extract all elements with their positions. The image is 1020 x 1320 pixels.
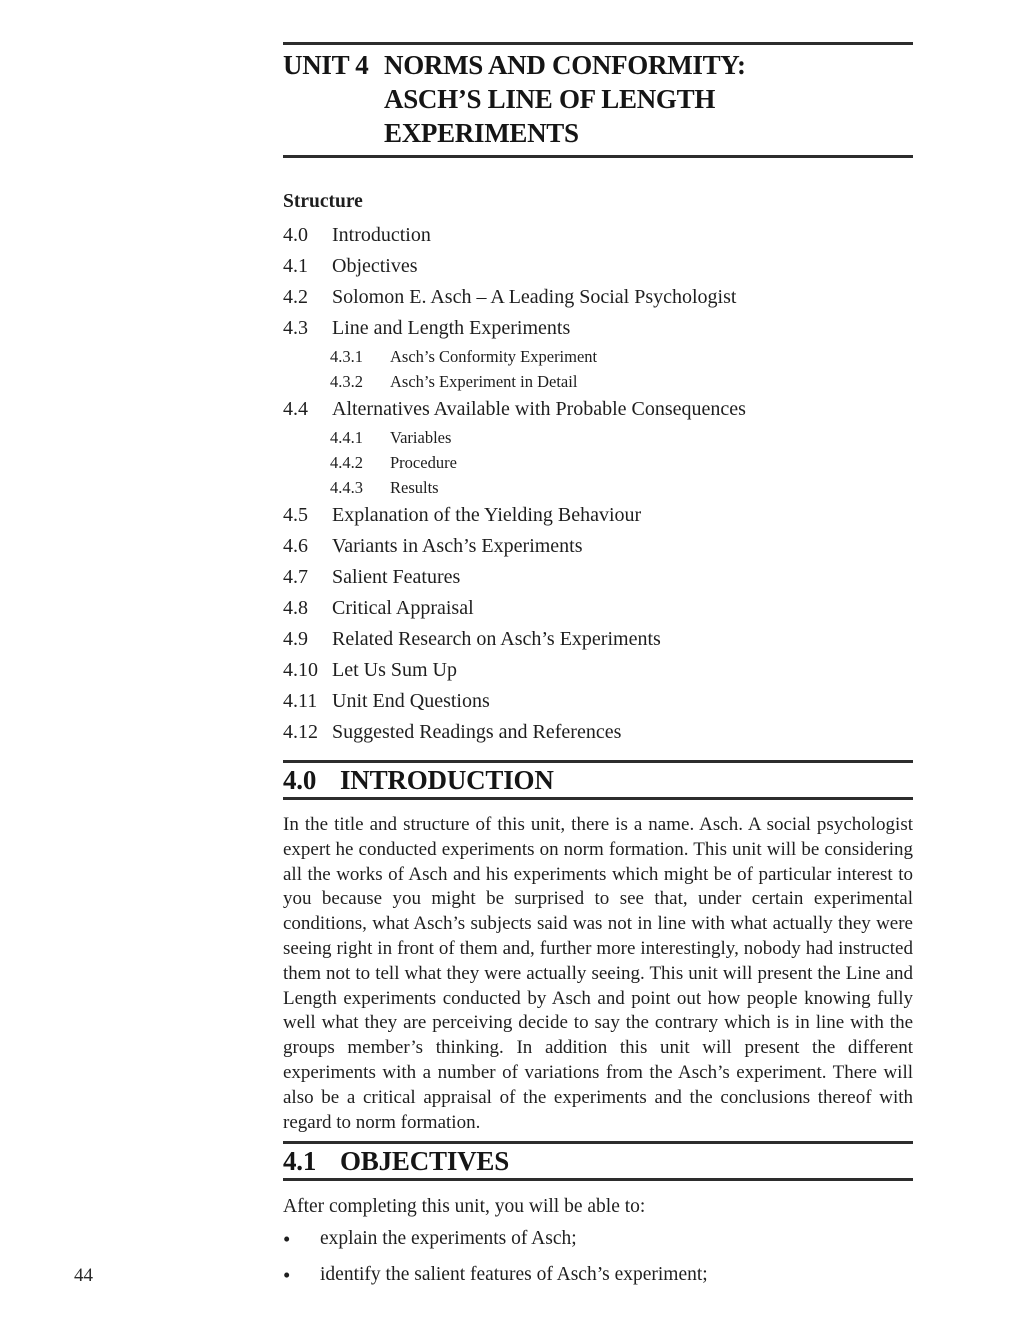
toc-item-number: 4.8 [283, 597, 308, 619]
toc-item-number: 4.1 [283, 255, 308, 277]
toc-item-number: 4.3.2 [330, 372, 363, 391]
toc-item-number: 4.6 [283, 535, 308, 557]
objective-text: explain the experiments of Asch; [320, 1228, 577, 1249]
toc-item-label: Line and Length Experiments [332, 317, 571, 339]
toc-item-label: Introduction [332, 224, 431, 246]
toc-item-4-0 [283, 220, 913, 251]
unit-title-line-3: EXPERIMENTS [384, 118, 579, 148]
section-number: 4.0 [283, 765, 317, 795]
toc-item-number: 4.4.3 [330, 478, 363, 497]
unit-number-label: UNIT 4 [283, 50, 369, 80]
toc-item-label: Suggested Readings and References [332, 721, 622, 743]
toc-item-label: Related Research on Asch’s Experiments [332, 628, 661, 650]
toc-item-label: Let Us Sum Up [332, 659, 457, 681]
structure-heading: Structure [283, 191, 363, 212]
toc-item-4-11 [283, 686, 913, 717]
toc-item-label: Objectives [332, 255, 418, 277]
toc-item-label: Asch’s Experiment in Detail [390, 372, 578, 391]
toc-item-4-4 [283, 394, 913, 425]
objective-item [283, 1227, 913, 1253]
introduction-paragraph: In the title and structure of this unit, there is a name. Asch. A social psychologist expert he conducted experiments on norm formation. This unit will be considering all the works of Asch and his experiments which might be of particular interest to you because you might be surprised to see that, under certain experimental conditions, what Asch’s subjects said was not in line with what actually they were seeing right in front of them and, further more interestingly, nobody had instructed them not to tell what they were actually seeing. This unit will present the Line and Length experiments conducted by Asch and point out how people knowing fully well what they are perceiving decide to say the contrary which is in line with the groups member’s thinking. In addition this unit will present the different experiments with a number of variations from the Asch’s experiment. There will also be a critical appraisal of the experiments and the conclusions thereof with regard to norm formation. [283, 814, 913, 1133]
objective-item [283, 1263, 913, 1289]
toc-item-4-1 [283, 251, 913, 282]
toc-item-4-3-2 [330, 369, 913, 394]
unit-title [384, 48, 913, 150]
toc-item-number: 4.3.1 [330, 347, 363, 366]
toc-item-4-5 [283, 500, 913, 531]
toc-item-4-9 [283, 624, 913, 655]
toc-item-label: Unit End Questions [332, 690, 490, 712]
toc-item-number: 4.7 [283, 566, 308, 588]
bullet-icon [283, 1263, 320, 1289]
toc-item-number: 4.10 [283, 659, 318, 681]
toc-item-number: 4.4.2 [330, 453, 363, 472]
toc-item-number: 4.12 [283, 721, 318, 743]
toc-item-4-4-3 [330, 475, 913, 500]
toc-item-label: Solomon E. Asch – A Leading Social Psychologist [332, 286, 737, 308]
section-heading-introduction [283, 760, 913, 800]
toc-item-4-4-2 [330, 450, 913, 475]
toc-item-4-3-1 [330, 344, 913, 369]
toc-item-4-8 [283, 593, 913, 624]
toc-item-number: 4.3 [283, 317, 308, 339]
toc-item-number: 4.2 [283, 286, 308, 308]
section-heading-text: OBJECTIVES [340, 1146, 510, 1176]
toc-item-label: Variables [390, 428, 452, 447]
toc-item-label: Procedure [390, 453, 457, 472]
toc-item-label: Alternatives Available with Probable Consequences [332, 398, 746, 420]
objectives-list [283, 1227, 913, 1289]
toc-item-4-10 [283, 655, 913, 686]
page-number: 44 [74, 1265, 93, 1286]
toc-item-number: 4.4.1 [330, 428, 363, 447]
toc-item-number: 4.0 [283, 224, 308, 246]
toc-item-4-4-1 [330, 425, 913, 450]
structure-list [283, 220, 913, 748]
toc-item-number: 4.4 [283, 398, 308, 420]
section-heading-objectives [283, 1141, 913, 1181]
toc-item-label: Critical Appraisal [332, 597, 474, 619]
toc-item-number: 4.9 [283, 628, 308, 650]
toc-item-label: Asch’s Conformity Experiment [390, 347, 598, 366]
toc-item-4-7 [283, 562, 913, 593]
bullet-icon [283, 1227, 320, 1253]
toc-item-4-12 [283, 717, 913, 748]
toc-item-label: Variants in Asch’s Experiments [332, 535, 583, 557]
toc-item-4-6 [283, 531, 913, 562]
unit-title-line-1: NORMS AND CONFORMITY: [384, 50, 746, 80]
toc-item-number: 4.11 [283, 690, 318, 712]
toc-item-label: Explanation of the Yielding Behaviour [332, 504, 642, 526]
toc-item-label: Results [390, 478, 439, 497]
section-heading-text: INTRODUCTION [340, 765, 554, 795]
objective-text: identify the salient features of Asch’s experiment; [320, 1264, 708, 1285]
unit-title-block [283, 42, 913, 158]
toc-item-number: 4.5 [283, 504, 308, 526]
objectives-intro-line: After completing this unit, you will be able to: [283, 1196, 646, 1217]
toc-item-label: Salient Features [332, 566, 461, 588]
toc-item-4-2 [283, 282, 913, 313]
section-number: 4.1 [283, 1146, 317, 1176]
toc-item-4-3 [283, 313, 913, 344]
unit-title-line-2: ASCH’S LINE OF LENGTH [384, 84, 716, 114]
